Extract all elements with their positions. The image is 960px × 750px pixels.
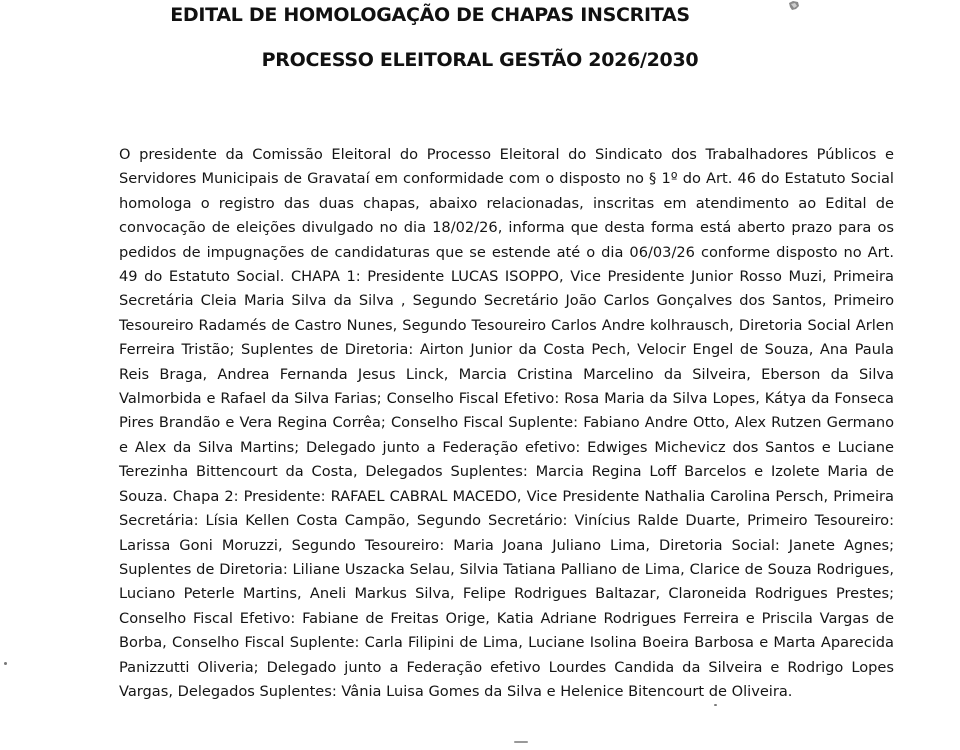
ink-smudge-icon <box>787 0 801 12</box>
scan-speck <box>714 704 717 706</box>
scan-speck <box>514 741 528 743</box>
scan-speck <box>4 662 7 665</box>
document-subtitle: PROCESSO ELEITORAL GESTÃO 2026/2030 <box>261 49 699 71</box>
body-paragraph: O presidente da Comissão Eleitoral do Processo Eleitoral do Sindicato dos Trabalhadores Públicos e Servidores Municipais de Gravataí em conformidade com o disposto no § 1º do Art. 46 do Estatuto Social homologa o registro das duas chapas, abaixo relacionadas, inscritas em atendimento ao Edital de convocação de eleições divulgado no dia 18/02/26, informa que desta forma está aberto prazo para os pedidos de impugnações de candidaturas que se estende até o dia 06/03/26 conforme disposto no Art. 49 do Estatuto Social. CHAPA 1: Presidente LUCAS ISOPPO, Vice Presidente Junior Rosso Muzi, Primeira Secretária Cleia Maria Silva da Silva , Segundo Secretário João Carlos Gonçalves dos Santos, Primeiro Tesoureiro Radamés de Castro Nunes, Segundo Tesoureiro Carlos Andre kolhrausch, Diretoria Social Arlen Ferreira Tristão; Suplentes de Diretoria: Airton Junior da Costa Pech, Velocir Engel de Souza, Ana Paula Reis Braga, Andrea Fernanda Jesus Linck, Marcia Cristina Marcelino da Silveira, Eberson da Silva Valmorbida e Rafael da Silva Farias; Conselho Fiscal Efetivo: Rosa Maria da Silva Lopes, Kátya da Fonseca Pires Brandão e Vera Regina Corrêa; Conselho Fiscal Suplente: Fabiano Andre Otto, Alex Rutzen Germano e Alex da Silva Martins; Delegado junto a Federação efetivo: Edwiges Michevicz dos Santos e Luciane Terezinha Bittencourt da Costa, Delegados Suplentes: Marcia Regina Loff Barcelos e Izolete Maria de Souza. Chapa 2: Presidente: RAFAEL CABRAL MACEDO, Vice Presidente Nathalia Carolina Persch, Primeira Secretária: Lísia Kellen Costa Campão, Segundo Secretário: Vinícius Ralde Duarte, Primeiro Tesoureiro: Larissa Goni Moruzzi, Segundo Tesoureiro: Maria Joana Juliano Lima, Diretoria Social: Janete Agnes; Suplentes de Diretoria: Liliane Uszacka Selau, Silvia Tatiana Palliano de Lima, Clarice de Souza Rodrigues, Luciano Peterle Martins, Aneli Markus Silva, Felipe Rodrigues Baltazar, Claroneida Rodrigues Prestes; Conselho Fiscal Efetivo: Fabiane de Freitas Orige, Katia Adriane Rodrigues Ferreira e Priscila Vargas de Borba, Conselho Fiscal Suplente: Carla Filipini de Lima, Luciane Isolina Boeira Barbosa e Marta Aparecida Panizzutti Oliveria; Delegado junto a Federação efetivo Lourdes Candida da Silveira e Rodrigo Lopes Vargas, Delegados Suplentes: Vânia Luisa Gomes da Silva e Helenice Bitencourt de Oliveira. <box>119 146 894 700</box>
document-title: EDITAL DE HOMOLOGAÇÃO DE CHAPAS INSCRITAS <box>170 4 690 26</box>
